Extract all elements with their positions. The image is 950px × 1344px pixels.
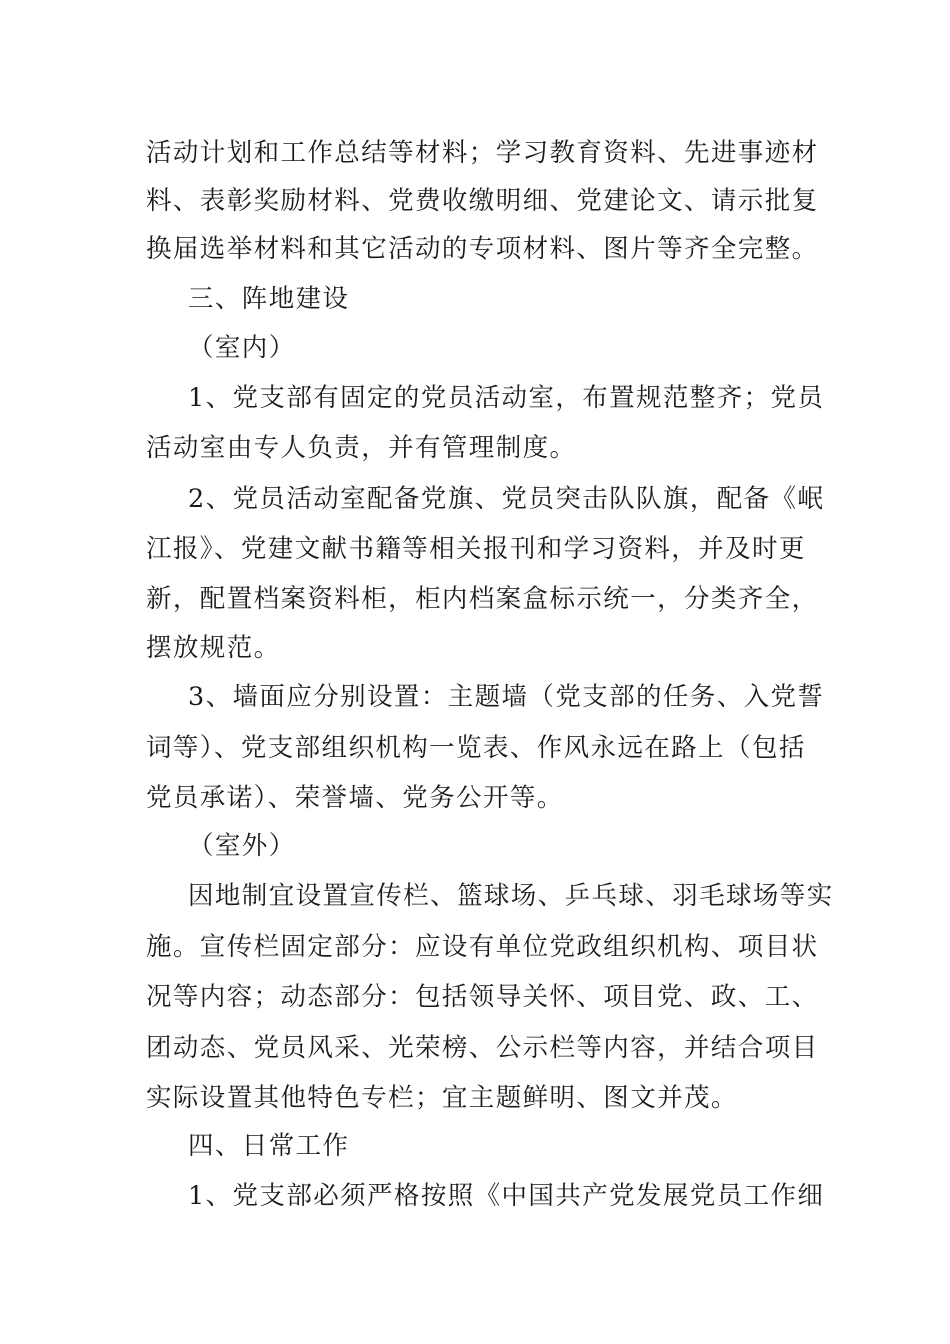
text-line: 料、表彰奖励材料、党费收缴明细、党建论文、请示批复 — [146, 186, 819, 216]
text-line: 3、墙面应分别设置：主题墙（党支部的任务、入党誓 — [188, 682, 825, 712]
text-line: 2、党员活动室配备党旗、党员突击队队旗，配备《岷 — [188, 484, 825, 514]
text-line: 况等内容；动态部分：包括领导关怀、项目党、政、工、 — [146, 982, 819, 1012]
section-heading: 四、日常工作 — [188, 1131, 350, 1161]
text-line: 活动计划和工作总结等材料；学习教育资料、先进事迹材 — [146, 138, 819, 168]
text-line: 1、党支部有固定的党员活动室，布置规范整齐；党员 — [188, 383, 825, 413]
subsection-label: （室外） — [188, 831, 296, 861]
text-line: 活动室由专人负责，并有管理制度。 — [146, 433, 577, 463]
text-line: 团动态、党员风采、光荣榜、公示栏等内容，并结合项目 — [146, 1033, 819, 1063]
text-line: 实际设置其他特色专栏；宜主题鲜明、图文并茂。 — [146, 1083, 738, 1113]
text-line: 江报》、党建文献书籍等相关报刊和学习资料，并及时更 — [146, 534, 806, 564]
text-line: 换届选举材料和其它活动的专项材料、图片等齐全完整。 — [146, 234, 819, 264]
text-line: 词等）、党支部组织机构一览表、作风永远在路上（包括 — [146, 733, 806, 763]
text-line: 党员承诺）、荣誉墙、党务公开等。 — [146, 783, 564, 813]
subsection-label: （室内） — [188, 333, 296, 363]
text-line: 摆放规范。 — [146, 633, 281, 663]
text-line: 1、党支部必须严格按照《中国共产党发展党员工作细 — [188, 1181, 825, 1211]
text-line: 因地制宜设置宣传栏、篮球场、乒乓球、羽毛球场等实 — [188, 881, 834, 911]
text-line: 施。宣传栏固定部分：应设有单位党政组织机构、项目状 — [146, 932, 819, 962]
text-line: 新，配置档案资料柜，柜内档案盒标示统一，分类齐全， — [146, 584, 819, 614]
section-heading: 三、阵地建设 — [188, 284, 350, 314]
